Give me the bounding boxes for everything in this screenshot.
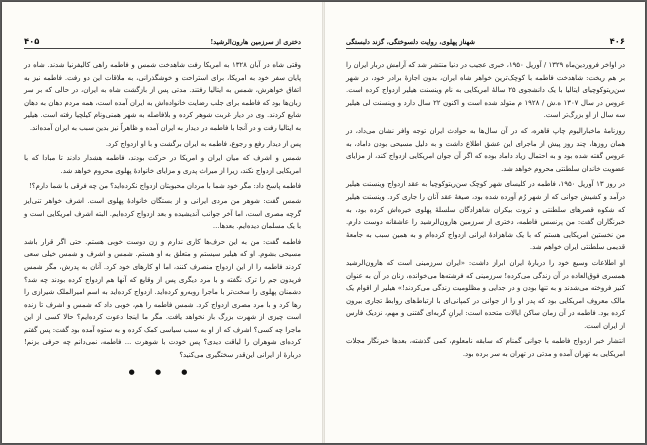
book-spread (2, 2, 645, 443)
left-page (2, 2, 323, 443)
right-page-body (346, 59, 625, 361)
left-paragraph: شمس گفت: شوهر من مردی ایرانی و از بستگان خانوادهٔ پهلوی است. اشرف خواهر تنی‌ایز گرچه مصری است، اما آخر جوانب آندیشیده و بعد ازدواج کرده‌ایم. البته اشرف امریکایی است و با یک مسلمان دیده‌ایم. بعدها... (24, 196, 301, 231)
right-page-number: ۴۰۶ (609, 36, 625, 46)
left-paragraph: فاطمه پاسخ داد: مگر خود شما با مردان محبوبتان ازدواج نکرده‌اید؟ من چه فرقی با شما دارم؟! (29, 182, 301, 191)
right-running-header: شهناز پهلوی، روایت دلسوختگی، گزند دلبستگی (346, 38, 476, 46)
right-paragraph: انتشار خبر ازدواج فاطمه با جوانی گمنام که سابقه نامعلوم، کمی گذشته، بعدها خبرنگار مجلات امریکایی به تهران آمده و مدتی در تهران به سر برده بود. (346, 337, 625, 359)
left-page-body (24, 59, 301, 376)
left-paragraph: وقتی شاه در آبان ۱۳۲۸ به امریکا رفت شاهدخت شمس و فاطمه راهی کالیفرنیا شدند. شاه در پایان سفر خود به امریکا، برای استراحت و خوشگذرانی، به ملاقات این دو رفت. فاطمه نیز به اتفاق خواهرش، شمس به ایتالیا رفتند. مدتی پس از بازگشت شاه به ایران، در حالی که بر سر زبان‌ها بود که فاطمه برای جلب رضایت خانواده‌اش به ایران آمده است، همه مردم دهان به دهان شایع کردند. وی در دیار غربت شوهر کرده و بلافاصله به شهر همنی‌ونام کیلچیا رفته است. هیلیر به ایتالیا رفت و در آنجا با فاطمه در دیدار به ایران آمده و ظاهراً نیز بدین سبب به ایران آمده‌اند. (24, 61, 302, 132)
right-page-header (346, 36, 625, 49)
right-paragraph: در اواخر فروردین‌ماه ۱۳۲۹ / آوریل ۱۹۵۰، خبری عجیب در دنیا منتشر شد که آرامش دربار ایران را بر هم ریخت: شاهدخت فاطمه با کوچک‌ترین خواهر شاه ایران، بدون اجازهٔ برادر خود، در شهر سن‌ریتوکوچیای ایتالیا با یک دانشجوی ۲۵ سالهٔ امریکایی به نام وینسنت هیلیر ازدواج کرده است. عروس در سال ۱۳۰۷ ه.ش / ۱۹۲۸ م متولد شده است و اکنون ۲۲ سال دارد و وینسنت لی هیلیر سه سال از او بزرگ‌تر است. (346, 61, 626, 120)
right-paragraph: روزنامهٔ ماخبارالیوم چاپ قاهره، که در آن سال‌ها به حوادث ایران توجه وافر نشان می‌داد، در همان روزها، چند روز پیش از ماجرای این عشق اطلاع داشت و به دلیل مسیحی بودن داماد، به عروس گفته شده بود و به احتمال زیاد داماد بوده که اگر آن جوان امریکایی ازدواج کند، از مزایای عضویت خاندان سلطنتی محروم خواهد شد. (346, 126, 625, 173)
left-paragraph: شمس و اشرف که میان ایران و امریکا در حرکت بودند، فاطمه هشدار دادند تا مبادا که با امریکایی ازدواج نکند، زیرا از میراث پدری و مزایای خانوادهٔ پهلوی محروم خواهد شد. (24, 154, 301, 175)
left-running-header: دختری از سرزمین هارون‌الرشید! (210, 38, 301, 46)
right-paragraph: در روز ۱۳ آوریل ۱۹۵۰، فاطمه در کلیسای شهر کوچک سن‌ریتوکوچیا به عقد ازدواج وینسنت هیلیر درآمد و کشیش جوانی که از شهر رُم آورده شده بود، صیغهٔ عقد آنان را جاری کرد. وینسنت هیلیر که شکوه قصرهای سلطنتی و ثروت بیکران شاهزادگان سلسلهٔ پهلوی خیره‌اش کرده بود، به خبرنگاران گفت: من پرنسس فاطمه، دختری از سرزمین هارون‌الرشید را عاشقانه دوست دارم. من نخستین امریکایی هستم که با یک شاهزادهٔ ایرانی ازدواج کرده‌ام و به همین سبب به جامعهٔ قدیمی سلطنتی ایران خواهم شد. (346, 180, 625, 252)
right-page (324, 2, 645, 443)
right-paragraph: او اطلاعات وسیع خود را دربارهٔ ایران ابراز داشت: «ایران سرزمینی است که هارون‌الرشید همسری فوق‌العاده در آن زندگی می‌کرده! سرزمینی که فرشته‌ها می‌خوانده، زنان در آن به عنوان کنیز فروخته می‌شدند و به تنها بودن و در جدایی و مظلومیت زندگی می‌کردند!» هیلیر از اقوام یک مالک معروف امریکایی بود که پدر او را از جوانی در کمپانی‌ای با ارتباط‌های روابط تجاری بیرون کرده بود. فاطمه در آن زمان ساکن ایالات متحده است: ایرانِ گربه‌ای گفتنی و مهم، نزدیک فارس از ایران است. (346, 258, 625, 330)
left-paragraph: پس از دیدار رفع و رجوع، فاطمه به ایران برگشت و با او ازدواج کرد. (105, 139, 301, 148)
left-paragraph: فاطمه گفت: من به این حرف‌ها کاری ندارم و زن دوست خوبی هستم. حتی اگر قرار باشد مسیحی بشوم. او که هیلیر سیستم و متعلق به او هستم. شمس و اشرف و شمس خیلی سعی کردند فاطمه را از این ازدواج منصرف کنند، اما او کارهای خود کرد. آنان به پدرش، مگر شمس فریدون جم را ترک نگفته و با مرد دیگری پس از وقایع که آنها هم ازدواج کرده بودند چه شد؟ دشمنان پهلوی را سخت‌تر با ماجرا روبه‌رو کرده‌اید. ازدواج کرده‌اید به اسم امیرالملک شیرازی را رها کرد و با مرد مصری ازدواج کرد. شمس فاطمه را هم، خوبی داد که شمس و اشرف تا زنده است چیزی از شهرت بزرگ باز نخواهد یافت. مگر ما اینجا دعوت کرده‌ایم؟ حالا کسی از این ماجرا چه کسی؟ اشرف که از او به سبب سیاسی کمک کرده و به ستوه آمده بود گفت: پس گفتم کرده‌ای شوهران را لیاقت دیدی؟ پس خودت با شوهرت ... فاطمه، نمی‌دانم چه حرفی بزنم! دربارهٔ از ایرانی این‌قدر سختگیری می‌کنید؟ (24, 237, 301, 360)
left-page-number: ۴۰۵ (24, 36, 40, 46)
left-page-header (24, 36, 301, 49)
section-end-ornament: ● ● ● (128, 367, 197, 376)
